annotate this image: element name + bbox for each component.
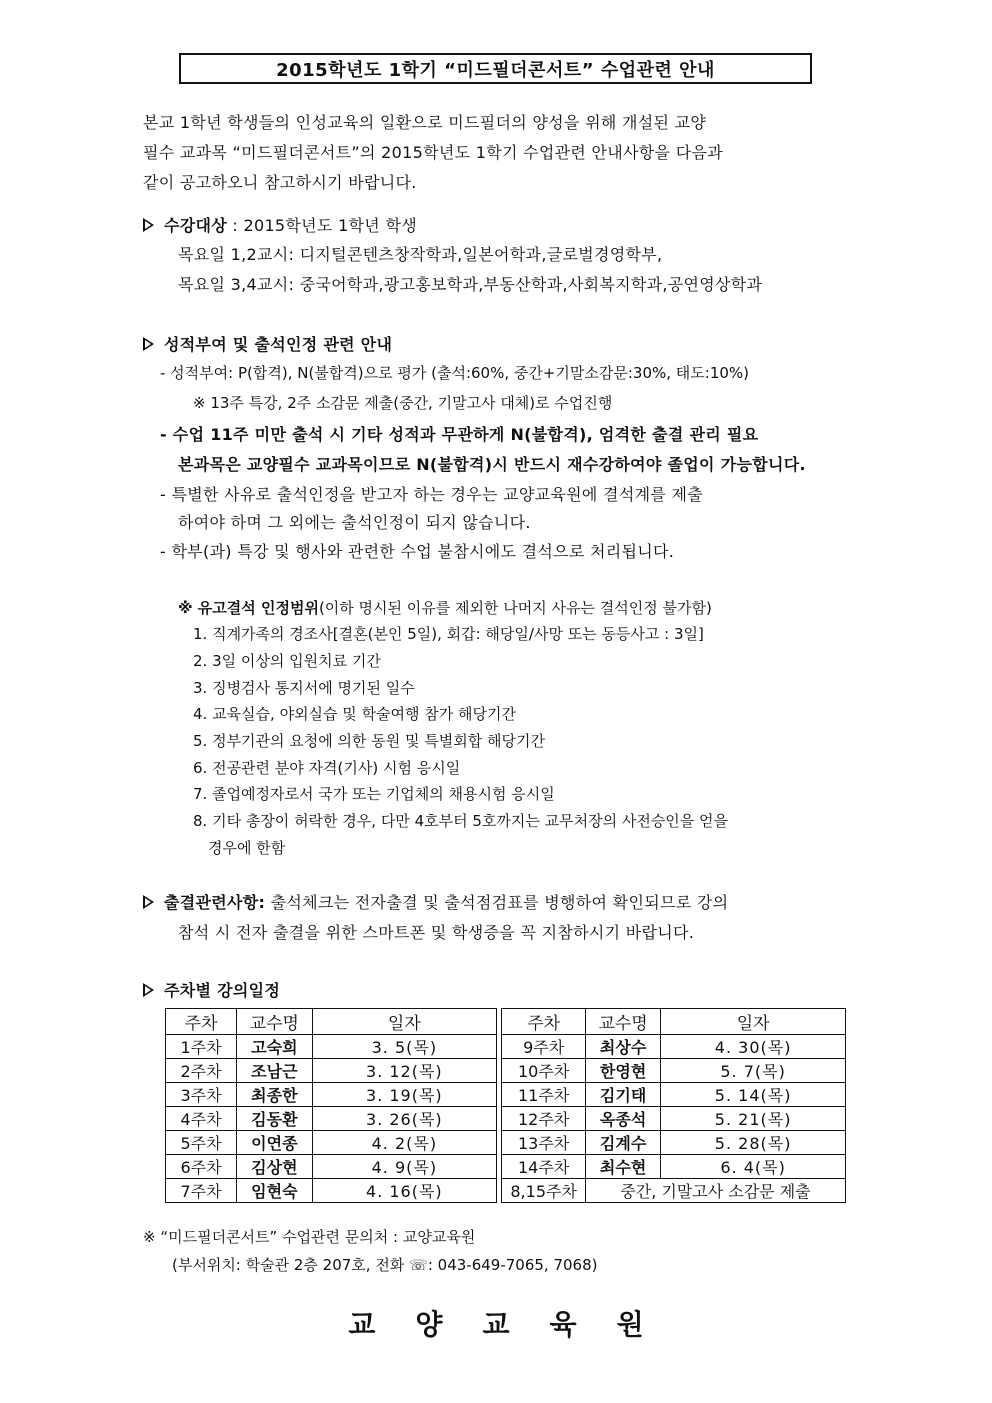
week-cell: 10주차 — [502, 1059, 586, 1083]
target-value: : 2015학년도 1학년 학생 — [227, 216, 417, 235]
table-header-row — [166, 1009, 846, 1035]
prof-cell: 임현숙 — [237, 1179, 312, 1203]
excused-item-6: 6. 전공관련 분야 자격(기사) 시험 응시일 — [193, 759, 461, 777]
date-cell: 3. 19(목) — [312, 1083, 497, 1107]
prof-cell: 이연종 — [237, 1131, 312, 1155]
prof-cell: 옥종석 — [585, 1107, 660, 1131]
week-cell: 1주차 — [166, 1035, 237, 1059]
date-cell: 3. 26(목) — [312, 1107, 497, 1131]
intro-line-1: 본교 1학년 학생들의 인성교육의 일환으로 미드필더의 양성을 위해 개설된 교양 — [143, 113, 707, 132]
prof-cell: 최상수 — [585, 1035, 660, 1059]
grading-section — [143, 332, 392, 355]
triangle-bullet-icon — [143, 895, 154, 909]
excused-item-8: 8. 기타 총장이 허락한 경우, 다만 4호부터 5호까지는 교무처장의 사전승인을 얻을 — [193, 812, 729, 830]
date-cell: 4. 9(목) — [312, 1155, 497, 1179]
header-week-right: 주차 — [502, 1009, 586, 1035]
midterm-final-note-cell: 중간, 기말고사 소감문 제출 — [585, 1179, 845, 1203]
target-line-1: 목요일 1,2교시: 디지털콘텐츠창작학과,일본어학과,글로벌경영학부, — [178, 245, 663, 264]
week-cell: 14주차 — [502, 1155, 586, 1179]
week-cell: 11주차 — [502, 1083, 586, 1107]
week-cell: 2주차 — [166, 1059, 237, 1083]
table-row — [166, 1107, 846, 1131]
prof-cell: 김상현 — [237, 1155, 312, 1179]
intro-line-2: 필수 교과목 “미드필더콘서트”의 2015학년도 1학기 수업관련 안내사항을 다음과 — [143, 143, 723, 162]
attendance-heading: 출결관련사항: — [164, 893, 266, 912]
prof-cell: 김계수 — [585, 1131, 660, 1155]
excused-heading-row — [178, 597, 712, 618]
grading-line-3: - 학부(과) 특강 및 행사와 관련한 수업 불참시에도 결석으로 처리됩니다. — [160, 542, 675, 561]
excused-item-2: 2. 3일 이상의 입원치료 기간 — [193, 652, 381, 670]
date-cell: 5. 21(목) — [661, 1107, 846, 1131]
intro-line-3: 같이 공고하오니 참고하시기 바랍니다. — [143, 173, 417, 192]
date-cell: 5. 14(목) — [661, 1083, 846, 1107]
triangle-bullet-icon — [143, 337, 154, 351]
date-cell: 5. 7(목) — [661, 1059, 846, 1083]
attendance-text-1: 출석체크는 전자출결 및 출석점검표를 병행하여 확인되므로 강의 — [265, 893, 729, 912]
excused-item-7: 7. 졸업예정자로서 국가 또는 기업체의 채용시험 응시일 — [193, 785, 555, 803]
prof-cell: 김기태 — [585, 1083, 660, 1107]
week-cell: 6주차 — [166, 1155, 237, 1179]
week-cell: 3주차 — [166, 1083, 237, 1107]
excused-item-3: 3. 징병검사 통지서에 명기된 일수 — [193, 679, 415, 697]
schedule-table — [165, 1008, 846, 1203]
table-row — [166, 1083, 846, 1107]
contact-line-1: ※ “미드필더콘서트” 수업관련 문의처 : 교양교육원 — [143, 1228, 476, 1246]
date-cell: 4. 16(목) — [312, 1179, 497, 1203]
week-cell: 12주차 — [502, 1107, 586, 1131]
table-row — [166, 1131, 846, 1155]
excused-heading-note: (이하 명시된 이유를 제외한 나머지 사유는 결석인정 불가함) — [318, 599, 712, 617]
schedule-heading: 주차별 강의일정 — [164, 981, 281, 1000]
page-title — [179, 53, 812, 84]
date-cell: 3. 5(목) — [312, 1035, 497, 1059]
header-date-left: 일자 — [312, 1009, 497, 1035]
prof-cell: 한영현 — [585, 1059, 660, 1083]
grading-bold-1: - 수업 11주 미만 출석 시 기타 성적과 무관하게 N(불합격), 엄격한 출결 관리 필요 — [160, 425, 759, 444]
week-cell: 7주차 — [166, 1179, 237, 1203]
grading-line-2b: 하여야 하며 그 외에는 출석인정이 되지 않습니다. — [178, 513, 531, 532]
prof-cell: 최수현 — [585, 1155, 660, 1179]
header-prof-left: 교수명 — [237, 1009, 312, 1035]
table-row — [166, 1179, 846, 1203]
week-cell: 13주차 — [502, 1131, 586, 1155]
prof-cell: 최종한 — [237, 1083, 312, 1107]
grading-heading: 성적부여 및 출석인정 관련 안내 — [164, 335, 393, 354]
header-week-left: 주차 — [166, 1009, 237, 1035]
target-heading: 수강대상 — [164, 216, 228, 235]
week-cell: 4주차 — [166, 1107, 237, 1131]
organization-name: 교양교육원 — [348, 1308, 684, 1341]
date-cell: 3. 12(목) — [312, 1059, 497, 1083]
week-cell: 9주차 — [502, 1035, 586, 1059]
grading-note-1: ※ 13주 특강, 2주 소감문 제출(중간, 기말고사 대체)로 수업진행 — [193, 394, 613, 412]
schedule-section — [143, 978, 280, 1001]
header-date-right: 일자 — [661, 1009, 846, 1035]
excused-item-5: 5. 정부기관의 요청에 의한 동원 및 특별회합 해당기간 — [193, 732, 545, 750]
excused-item-8-cont: 경우에 한함 — [208, 839, 286, 857]
attendance-text-2: 참석 시 전자 출결을 위한 스마트폰 및 학생증을 꼭 지참하시기 바랍니다. — [178, 923, 695, 942]
excused-heading: ※ 유고결석 인정범위 — [178, 599, 319, 617]
excused-item-1: 1. 직계가족의 경조사[결혼(본인 5일), 회갑: 해당일/사망 또는 동등사고 : 3일] — [193, 625, 704, 643]
week-cell: 5주차 — [166, 1131, 237, 1155]
table-row — [166, 1155, 846, 1179]
attendance-section — [143, 890, 728, 913]
table-row — [166, 1059, 846, 1083]
date-cell: 4. 2(목) — [312, 1131, 497, 1155]
prof-cell: 김동환 — [237, 1107, 312, 1131]
prof-cell: 고숙희 — [237, 1035, 312, 1059]
triangle-bullet-icon — [143, 983, 154, 997]
grading-bold-2: 본과목은 교양필수 교과목이므로 N(불합격)시 반드시 재수강하여야 졸업이 가능합니다. — [178, 455, 806, 474]
date-cell: 4. 30(목) — [661, 1035, 846, 1059]
target-line-2: 목요일 3,4교시: 중국어학과,광고홍보학과,부동산학과,사회복지학과,공연영상학과 — [178, 275, 763, 294]
triangle-bullet-icon — [143, 218, 154, 232]
grading-line-2a: - 특별한 사유로 출석인정을 받고자 하는 경우는 교양교육원에 결석계를 제출 — [160, 485, 703, 504]
title-text: 2015학년도 1학기 “미드필더콘서트” 수업관련 안내 — [276, 59, 715, 81]
prof-cell: 조남근 — [237, 1059, 312, 1083]
contact-line-2: (부서위치: 학술관 2층 207호, 전화 ☏: 043-649-7065, 7068) — [172, 1256, 598, 1274]
table-row — [166, 1035, 846, 1059]
week-cell: 8,15주차 — [502, 1179, 586, 1203]
target-section — [143, 213, 417, 236]
date-cell: 5. 28(목) — [661, 1131, 846, 1155]
date-cell: 6. 4(목) — [661, 1155, 846, 1179]
excused-item-4: 4. 교육실습, 야외실습 및 학술여행 참가 해당기간 — [193, 705, 516, 723]
header-prof-right: 교수명 — [585, 1009, 660, 1035]
grading-line-1: - 성적부여: P(합격), N(불합격)으로 평가 (출석:60%, 중간+기말소감문:30%, 태도:10%) — [160, 364, 750, 382]
